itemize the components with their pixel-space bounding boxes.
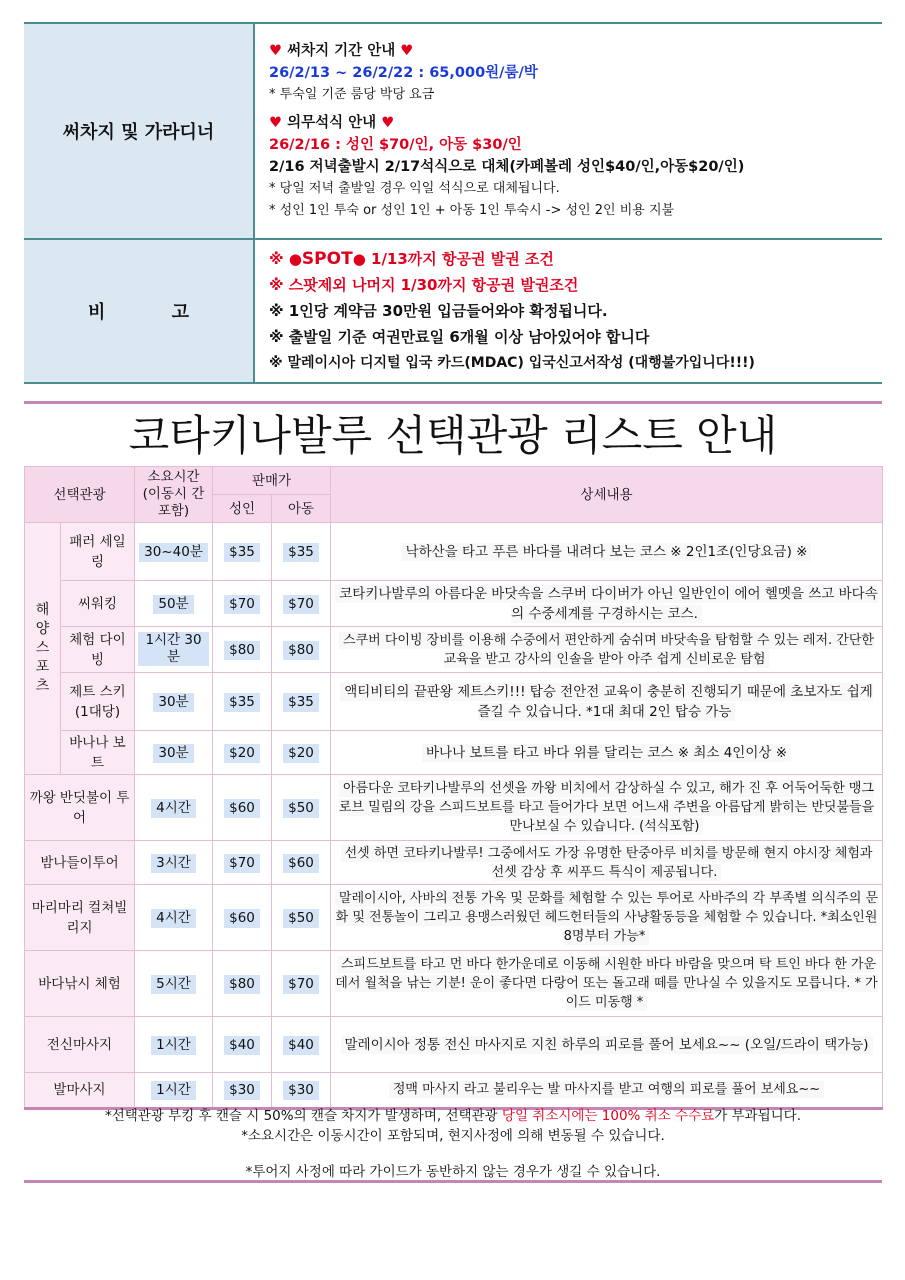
heart-icon: ♥ [400,43,414,59]
dinner-text: 26/2/16 : 성인 $70/인, 아동 $30/인 [269,137,522,153]
period-note: * 투숙일 기준 룸당 박당 요금 [269,87,435,102]
header-detail: 상세내용 [331,467,883,523]
adult-price: $30 [224,1081,260,1100]
tour-name: 패러 세일링 [61,523,135,581]
child-price: $50 [283,909,319,928]
header-adult: 성인 [213,495,272,523]
header-duration: 소요시간 (이동시 간포함) [135,467,213,523]
tour-name: 제트 스키 (1대당) [61,673,135,731]
table-row [25,841,883,885]
duration-chip: 1시간 [151,1081,196,1100]
spot-label: SPOT [301,249,353,269]
tour-detail: 스피드보트를 타고 먼 바다 한가운데로 이동해 시원한 바다 바람을 맞으며 탁 트인 바다 한 가운데서 월척을 낚는 기분! 운이 좋다면 다랑어 또는 돌고래 떼를 만나실 수 있을지도 모릅니다. * 가이드 미동행 * [335,957,878,1010]
note-2: *소요시간은 이동시간이 포함되며, 현지사정에 의해 변동될 수 있습니다. [241,1128,665,1144]
duration-chip: 4시간 [151,799,196,818]
apple-icon: ● [352,250,366,268]
footnotes [24,1106,882,1182]
table-row [25,627,883,673]
list-title: 코타키나발루 선택관광 리스트 안내 [128,411,778,460]
surcharge-label: 써차지 및 가라디너 [24,23,254,239]
tour-detail: 말레이시아, 사바의 전통 가옥 및 문화를 체험할 수 있는 투어로 사바주의 각 부족별 의식주의 문화 및 전통놀이 그리고 용맹스러웠던 헤드헌터들의 사냥활동등을 체험할 수 있습니다. *최소인원 8명부터 가능* [335,891,879,944]
remark-line-1: ※ ●SPOT● 1/13까지 항공권 발권 조건 [269,249,554,269]
header-price: 판매가 [213,467,331,495]
child-price: $40 [283,1036,319,1055]
tour-name: 마리마리 컬쳐빌리지 [25,885,135,951]
duration-chip: 30분 [153,693,193,712]
child-price: $70 [283,975,319,994]
tour-name: 전신마사지 [25,1017,135,1073]
dinner-heading: 의무석식 안내 [287,115,377,131]
tour-detail: 액티비티의 끝판왕 제트스키!!! 탑승 전안전 교육이 충분히 진행되기 때문에 초보자도 쉽게 즐길 수 있습니다. *1대 최대 2인 탑승 가능 [340,683,873,721]
child-price: $80 [283,641,319,660]
period-heading: 써차지 기간 안내 [287,43,396,59]
divider [24,1180,882,1183]
table-row [25,775,883,841]
adult-price: $70 [224,854,260,873]
heart-icon: ♥ [381,115,395,131]
tour-name: 발마사지 [25,1073,135,1109]
table-row [25,885,883,951]
table-row [25,1017,883,1073]
table-row [25,523,883,581]
adult-price: $20 [224,744,260,763]
adult-price: $60 [224,799,260,818]
duration-chip: 3시간 [151,854,196,873]
heart-icon: ♥ [269,43,282,59]
tour-detail: 말레이시아 정통 전신 마사지로 지친 하루의 피로를 풀어 보세요~~ (오일/드라이 택가능) [341,1036,873,1054]
adult-price: $40 [224,1036,260,1055]
surcharge-content [254,23,882,239]
adult-price: $60 [224,909,260,928]
duration-chip: 1시간 [151,1036,196,1055]
tour-detail: 아름다운 코타키나발루의 선셋을 까왕 비치에서 감상하실 수 있고, 해가 진 후 어둑어둑한 맹그로브 밀림의 강을 스피드보트를 타고 들어가다 보면 어느새 주변을 아름답게 밝히는 반딧불들을 만나보실 수 있습니다. (석식포함) [338,781,875,834]
adult-price: $80 [224,975,260,994]
table-row [25,673,883,731]
duration-chip: 5시간 [151,975,196,994]
adult-price: $35 [224,543,260,562]
tour-name: 바다낚시 체험 [25,951,135,1017]
header-tour: 선택관광 [25,467,135,523]
tour-detail: 선셋 하면 코타키나발루! 그중에서도 가장 유명한 탄중아루 비치를 방문해 현지 야시장 체험과 선셋 감상 후 씨푸드 특식이 제공됩니다. [341,845,873,881]
duration-chip: 30분 [153,744,193,763]
tour-name: 씨워킹 [61,581,135,627]
remark-line-5: ※ 말레이시아 디지털 입국 카드(MDAC) 입국신고서작성 (대행불가입니다!!!) [269,355,755,371]
apple-icon: ● [288,250,302,268]
info-table [24,22,882,384]
group-label: 해양스포츠 [25,523,61,775]
header-child: 아동 [272,495,331,523]
remark-line-4: ※ 출발일 기준 여권만료일 6개월 이상 남아있어야 합니다 [269,328,650,346]
table-row [25,1073,883,1109]
note-1: *선택관광 부킹 후 캔슬 시 50%의 캔슬 차지가 발생하며, 선택관광 당일 취소시에는 100% 취소 수수료가 부과됩니다. [104,1108,802,1124]
dinner-replace: 2/16 저녁출발시 2/17석식으로 대체(카페볼레 성인$40/인,아동$20/인) [269,159,745,175]
tour-name: 체험 다이빙 [61,627,135,673]
child-price: $30 [283,1081,319,1100]
remarks-content [254,239,882,383]
tour-detail: 스쿠버 다이빙 장비를 이용해 수중에서 편안하게 숨쉬며 바닷속을 탐험할 수 있는 레저. 간단한 교육을 받고 강사의 인솔을 받아 아주 쉽게 신비로운 탐험 [339,632,874,668]
dinner-note-2: * 성인 1인 투숙 or 성인 1인 + 아동 1인 투숙시 -> 성인 2인 비용 지불 [269,203,675,218]
note-3: *투어지 사정에 따라 가이드가 동반하지 않는 경우가 생길 수 있습니다. [245,1164,661,1180]
remark-line-2: ※ 스팟제외 나머지 1/30까지 항공권 발권조건 [269,276,579,294]
duration-chip: 1시간 30분 [138,632,209,666]
adult-price: $80 [224,641,260,660]
tour-name: 까왕 반딧불이 투어 [25,775,135,841]
table-row [25,951,883,1017]
tour-detail: 코타키나발루의 아름다운 바닷속을 스쿠버 다이버가 아닌 일반인이 에어 헬멧을 쓰고 바다속의 수중세계를 구경하시는 코스. [335,585,877,623]
child-price: $20 [283,744,319,763]
duration-chip: 4시간 [151,909,196,928]
tour-table [24,466,883,1110]
remark-line-3: ※ 1인당 계약금 30만원 입금들어와야 확정됩니다. [269,302,608,320]
child-price: $35 [283,693,319,712]
duration-chip: 30~40분 [139,543,208,562]
child-price: $60 [283,854,319,873]
dinner-note-1: * 당일 저녁 출발일 경우 익일 석식으로 대체됩니다. [269,181,560,196]
table-row [25,731,883,775]
heart-icon: ♥ [269,115,282,131]
adult-price: $35 [224,693,260,712]
tour-detail: 정맥 마사지 라고 불리우는 발 마사지를 받고 여행의 피로를 풀어 보세요~~ [389,1081,824,1098]
adult-price: $70 [224,595,260,614]
divider [24,401,882,404]
tour-name: 바나나 보트 [61,731,135,775]
tour-name: 밤나들이투어 [25,841,135,885]
table-row [25,581,883,627]
child-price: $35 [283,543,319,562]
child-price: $70 [283,595,319,614]
tour-detail: 낙하산을 타고 푸른 바다를 내려다 보는 코스 ※ 2인1조(인당요금) ※ [402,543,812,561]
child-price: $50 [283,799,319,818]
duration-chip: 50분 [153,595,193,614]
tour-detail: 바나나 보트를 타고 바다 위를 달리는 코스 ※ 최소 4인이상 ※ [422,744,791,762]
remarks-label: 비 고 [24,239,254,383]
period-text: 26/2/13 ~ 26/2/22 : 65,000원/룸/박 [269,65,538,81]
